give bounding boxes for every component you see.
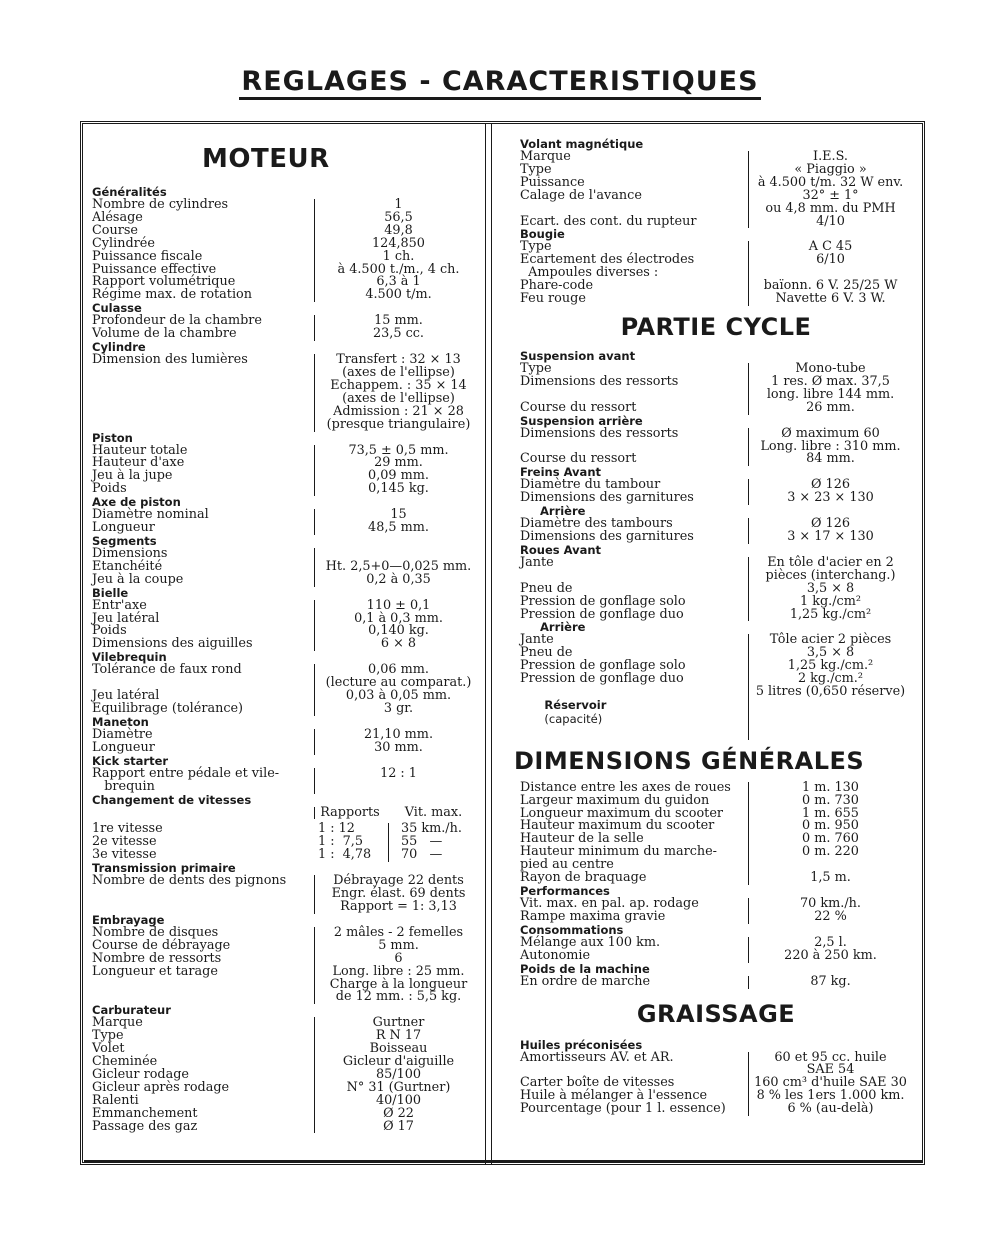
spec-value: 124,850 [314, 238, 482, 251]
vitesse-rapport: 1 : 7,5 [314, 836, 389, 849]
moteur-groups [92, 186, 482, 794]
spec-row [92, 1118, 482, 1134]
spec-value: Gicleur d'aiguille [314, 1056, 482, 1069]
spec-value: A C 45 [748, 241, 912, 254]
spec-value: 2 mâles - 2 femelles [314, 927, 482, 940]
spec-value: « Piaggio » [748, 164, 912, 177]
spec-label: Cheminée [92, 1054, 158, 1070]
vitesse-label: 2e vitesse [92, 834, 157, 850]
dimensions-groups [520, 885, 912, 989]
spec-label: Course du ressort [520, 399, 637, 415]
spec-value: 12 : 1 [314, 768, 482, 794]
spec-value: 84 mm. [748, 453, 912, 466]
spec-value: 3,5 × 8 [748, 583, 912, 596]
spec-label: Longueur [92, 520, 155, 536]
moteur-groups-2 [92, 862, 482, 1133]
spec-label: Emmanchement [92, 1105, 198, 1121]
spec-value: 0,145 kg. [314, 483, 482, 496]
spec-value: Ht. 2,5+0—0,025 mm. [314, 561, 482, 574]
spec-label: Gicleur après rodage [92, 1079, 230, 1095]
spec-value: 0,03 à 0,05 mm. [314, 690, 482, 703]
group-head: Cylindre [92, 340, 146, 355]
dimensions-rows [520, 779, 912, 886]
vitesse-label: 3e vitesse [92, 847, 157, 863]
vitesse-label: 1re vitesse [92, 821, 163, 837]
spec-value: 60 et 95 cc. huile SAE 54 [748, 1052, 912, 1078]
spec-value: Ø 17 [314, 1121, 482, 1134]
spec-row [92, 703, 482, 716]
group-head: Transmission primaire [92, 861, 236, 876]
spec-row [92, 739, 482, 755]
spec-value: 3 × 17 × 130 [748, 531, 912, 544]
spec-label: Pression de gonflage duo [520, 671, 684, 687]
vitesse-vitmax: 70 — [401, 847, 443, 863]
spec-value: 26 mm. [748, 402, 912, 415]
group-head: Culasse [92, 301, 142, 316]
spec-label: Hauteur d'axe [92, 455, 185, 471]
group-head: Huiles préconisées [520, 1037, 643, 1052]
spec-label: Jeu latéral [92, 688, 160, 704]
section-title-graissage: GRAISSAGE [636, 999, 796, 1028]
spec-value: 4.500 t/m. [314, 289, 482, 302]
group-head: Roues Avant [520, 542, 602, 557]
spec-label: Calage de l'avance [520, 187, 642, 203]
spec-label: Diamètre [92, 726, 153, 742]
vitesse-vitmax: 35 km./h. [401, 821, 462, 837]
spec-value: 0,140 kg. [314, 625, 482, 638]
group-head: Piston [92, 430, 133, 445]
spec-label: Dimensions des aiguilles [92, 636, 253, 652]
spec-value: 2,5 l. [748, 937, 912, 950]
spec-label: Jeu à la jupe [92, 468, 173, 484]
section-title-dimensions: DIMENSIONS GÉNÉRALES [514, 746, 865, 775]
group-head: Généralités [92, 185, 167, 199]
spec-label: Distance entre les axes de roues [520, 779, 731, 795]
spec-label: Longueur maximum du scooter [520, 805, 724, 821]
spec-label: Ralenti [92, 1092, 139, 1108]
spec-value: 1,5 m. [748, 872, 912, 885]
vitesse-vitmax: 55 — [401, 834, 443, 850]
spec-value: Gurtner [314, 1017, 482, 1030]
group-head: Consommations [520, 922, 624, 937]
spec-row [520, 187, 912, 216]
spec-value: baïonn. 6 V. 25/25 W [748, 280, 912, 293]
spec-label: Cylindrée [92, 235, 155, 251]
spec-label: Pneu de [520, 580, 573, 596]
spec-row [520, 973, 912, 989]
spec-label: Dimensions des garnitures [520, 529, 694, 545]
graissage-groups [520, 1039, 912, 1117]
group-head: Suspension avant [520, 348, 636, 363]
spec-value: 1 m. 655 [748, 808, 912, 821]
spec-label: Régime max. de rotation [92, 287, 252, 303]
spec-value: 5 litres (0,650 réserve) [748, 686, 912, 740]
spec-value: 6 % (au-delà) [748, 1103, 912, 1116]
spec-value: 21,10 mm. [314, 729, 482, 742]
spec-label: Diamètre du tambour [520, 477, 661, 493]
spec-label: Marque [520, 149, 571, 164]
spec-label: Nombre de dents des pignons [92, 873, 287, 889]
spec-value: 1 kg./cm² [748, 596, 912, 609]
spec-label: Profondeur de la chambre [92, 313, 262, 329]
group-head: Bielle [92, 585, 129, 600]
spec-label: Hauteur totale [92, 442, 188, 458]
spec-label: Carter boîte de vitesses [520, 1075, 675, 1091]
spec-value: Mono-tube [748, 363, 912, 376]
spec-value: 1 ch. [314, 251, 482, 264]
spec-value: 160 cm³ d'huile SAE 30 [748, 1077, 912, 1090]
spec-value: 0 m. 760 [748, 833, 912, 846]
spec-value: 6/10 [748, 254, 912, 267]
page-title-text: REGLAGES - CARACTERISTIQUES [239, 66, 760, 100]
group-head: Carburateur [92, 1003, 171, 1018]
spec-value: 15 [314, 509, 482, 522]
spec-value: 0,06 mm. (lecture au comparat.) [314, 664, 482, 690]
spec-value: Ø maximum 60 Long. libre : 310 mm. [748, 428, 912, 454]
spec-value: 56,5 [314, 212, 482, 225]
spec-value: 0 m. 730 [748, 795, 912, 808]
vitesse-rapport: 1 : 4,78 [314, 849, 389, 862]
spec-value: 15 mm. [314, 315, 482, 328]
left-column [92, 140, 482, 1133]
vitesse-values [314, 849, 482, 862]
spec-value: 0,1 à 0,3 mm. [314, 613, 482, 626]
spec-row [92, 328, 482, 341]
spec-row [520, 947, 912, 963]
spec-value: 0 m. 220 [748, 846, 912, 872]
spec-value: Ø 126 [748, 518, 912, 531]
spec-label: Diamètre nominal [92, 507, 209, 523]
group-head: Embrayage [92, 912, 165, 927]
spec-label: Volume de la chambre [92, 326, 237, 342]
spec-row [92, 1017, 482, 1030]
spec-label: Puissance fiscale [92, 248, 203, 264]
group-head: Suspension arrière [520, 413, 643, 428]
vitesses-col-rapports: Rapports [320, 804, 380, 820]
spec-label: Puissance [520, 174, 585, 190]
spec-value: Boisseau [314, 1043, 482, 1056]
spec-label: Entr'axe [92, 597, 147, 613]
spec-value: 3 gr. [314, 703, 482, 716]
column-separator [485, 124, 492, 1164]
spec-value: 6,3 à 1 [314, 276, 482, 289]
spec-label: Ecart. des cont. du rupteur [520, 213, 697, 229]
spec-value: 48,5 mm. [314, 522, 482, 535]
spec-value: N° 31 (Gurtner) [314, 1082, 482, 1095]
spec-value: 1 [314, 199, 482, 212]
spec-row [92, 664, 482, 690]
spec-label: Huile à mélanger à l'essence [520, 1088, 708, 1104]
spec-row [520, 531, 912, 544]
spec-row [92, 199, 482, 212]
spec-value: 22 % [748, 911, 912, 924]
spec-label: Rapport volumétrique [92, 274, 236, 290]
spec-value: 0,09 mm. [314, 470, 482, 483]
spec-value: Débrayage 22 dents Engr. élast. 69 dents Rapport = 1: 3,13 [314, 875, 482, 914]
spec-label: Autonomie [520, 947, 591, 963]
group-head: Freins Avant [520, 465, 601, 480]
spec-label: Poids [92, 623, 127, 639]
spec-label: Ampoules diverses : [520, 265, 659, 281]
spec-value: 1,25 kg./cm.² [748, 660, 912, 673]
spec-value: 6 [314, 953, 482, 966]
spec-label: Poids [92, 481, 127, 497]
spec-label: Longueur [92, 739, 155, 755]
spec-label: Course du ressort [520, 451, 637, 467]
spec-label: Dimensions des ressorts [520, 425, 679, 441]
section-title-partie-cycle: PARTIE CYCLE [620, 312, 812, 341]
spec-label: Dimension des lumières [92, 352, 248, 368]
spec-value: 85/100 [314, 1069, 482, 1082]
spec-label: Dimensions des ressorts [520, 373, 679, 389]
spec-label: Dimensions [92, 545, 168, 561]
spec-label: Amortisseurs AV. et AR. [520, 1049, 674, 1065]
spec-label: Volet [92, 1041, 125, 1057]
spec-label: Rapport entre pédale et vile- brequin [92, 765, 280, 794]
partie-cycle-groups [520, 350, 912, 686]
spec-label: Jante [520, 632, 554, 648]
spec-label: Phare-code [520, 278, 594, 294]
spec-label: Hauteur de la selle [520, 831, 644, 847]
spec-label: Largeur maximum du guidon [520, 792, 710, 808]
spec-label: Type [520, 360, 552, 376]
spec-label: Type [520, 161, 552, 177]
group-head: Volant magnétique [520, 137, 644, 151]
group-head: Vilebrequin [92, 650, 167, 665]
bottom-rule [84, 1160, 922, 1162]
reservoir-sub: (capacité) [544, 711, 603, 726]
spec-label: Tolérance de faux rond [92, 662, 242, 678]
spec-row [520, 846, 912, 872]
group-head: Arrière [540, 620, 586, 635]
spec-label: Alésage [92, 209, 143, 225]
group-head: Arrière [540, 504, 586, 519]
spec-label [520, 686, 748, 740]
spec-value: 23,5 cc. [314, 328, 482, 341]
spec-label: Vit. max. en pal. ap. rodage [520, 895, 699, 911]
spec-value: I.E.S. [748, 151, 912, 164]
spec-row [92, 209, 482, 225]
group-head: Axe de piston [92, 495, 181, 510]
spec-value: 8 % les 1ers 1.000 km. [748, 1090, 912, 1103]
spec-value: 6 × 8 [314, 638, 482, 651]
group-head: Segments [92, 533, 157, 548]
vitesses-col-vitmax: Vit. max. [404, 804, 463, 820]
page-title [0, 66, 1000, 97]
spec-row [92, 571, 482, 587]
spec-row [92, 765, 482, 794]
spec-value: Transfert : 32 × 13 (axes de l'ellipse) Echappem. : 35 × 14 (axes de l'ellipse) Admission : 21 × 28 (presque triangulaire) [314, 354, 482, 431]
group-head: Maneton [92, 714, 149, 729]
vitesses-rows [92, 823, 482, 862]
spec-value: Long. libre : 25 mm. Charge à la longueur de 12 mm. : 5,5 kg. [314, 966, 482, 1005]
vitesses-header-row [92, 804, 482, 820]
spec-value: Tôle acier 2 pièces [748, 634, 912, 647]
spec-value: 220 à 250 km. [748, 950, 912, 963]
spec-label [92, 807, 314, 820]
spec-value: 110 ± 0,1 [314, 600, 482, 613]
spec-label: Rampe maxima gravie [520, 908, 666, 924]
spec-value: 3 × 23 × 130 [748, 492, 912, 505]
spec-value: R N 17 [314, 1030, 482, 1043]
spec-label: Hauteur maximum du scooter [520, 818, 715, 834]
spec-label: Jante [520, 554, 554, 570]
spec-row [520, 293, 912, 306]
spec-row [92, 354, 482, 431]
spec-value: 0 m. 950 [748, 820, 912, 833]
spec-value: 49,8 [314, 225, 482, 238]
spec-row [520, 425, 912, 454]
spec-value: 30 mm. [314, 742, 482, 755]
spec-value: à 4.500 t/m. 32 W env. [748, 177, 912, 190]
group-head: Poids de la machine [520, 961, 650, 976]
spec-label: Type [520, 239, 552, 255]
spec-value: 29 mm. [314, 457, 482, 470]
spec-label: Rayon de braquage [520, 870, 647, 886]
spec-row [92, 1079, 482, 1095]
spec-value: 1 res. Ø max. 37,5 long. libre 144 mm. [748, 376, 912, 402]
spec-value: à 4.500 t./m., 4 ch. [314, 264, 482, 277]
spec-value: 1,25 kg./cm² [748, 609, 912, 622]
spec-label: Puissance effective [92, 261, 217, 277]
spec-row [92, 522, 482, 535]
spec-value: 1 m. 130 [748, 782, 912, 795]
spec-row [520, 908, 912, 924]
spec-label: Diamètre des tambours [520, 516, 673, 532]
spec-label: Jeu à la coupe [92, 571, 184, 587]
spec-row [92, 963, 482, 1005]
spec-row [92, 289, 482, 302]
spec-row-reservoir [520, 686, 912, 740]
spec-value: 70 km./h. [748, 898, 912, 911]
spec-row [520, 213, 912, 229]
spec-value: En tôle d'acier en 2 pièces (interchang.) [748, 557, 912, 583]
spec-label: Ecartement des électrodes [520, 252, 695, 268]
spec-label: Nombre de ressorts [92, 950, 222, 966]
spec-row [520, 554, 912, 583]
spec-label: Passage des gaz [92, 1118, 198, 1134]
spec-label: Pression de gonflage duo [520, 606, 684, 622]
spec-value: Navette 6 V. 3 W. [748, 293, 912, 306]
moteur-right-groups [520, 138, 912, 306]
spec-label: Etanchéité [92, 558, 163, 574]
spec-label: Pression de gonflage solo [520, 658, 686, 674]
spec-row [520, 399, 912, 415]
spec-label: Equilibrage (tolérance) [92, 701, 244, 716]
spec-label: Pourcentage (pour 1 l. essence) [520, 1101, 726, 1117]
spec-value: 0,2 à 0,35 [314, 574, 482, 587]
spec-value: 73,5 ± 0,5 mm. [314, 445, 482, 458]
spec-label: Course de débrayage [92, 937, 231, 953]
vitesses-header [314, 804, 482, 820]
right-column [514, 137, 912, 1117]
spec-row [520, 373, 912, 402]
spec-label: Hauteur minimum du marche- pied au centre [520, 844, 718, 873]
spec-label: Course [92, 222, 138, 238]
spec-value: 3,5 × 8 [748, 647, 912, 660]
spec-value: 4/10 [748, 216, 912, 229]
spec-row [92, 875, 482, 914]
spec-value: 5 mm. [314, 940, 482, 953]
spec-value: Ø 126 [748, 479, 912, 492]
spec-label: Longueur et tarage [92, 963, 218, 979]
spec-label: Pression de gonflage solo [520, 593, 686, 609]
spec-row [520, 1103, 912, 1116]
spec-value: 40/100 [314, 1095, 482, 1108]
spec-label: Gicleur rodage [92, 1066, 189, 1082]
group-head: Bougie [520, 227, 565, 242]
vitesse-rapport: 1 : 12 [314, 823, 389, 836]
spec-value: 2 kg./cm.² [748, 673, 912, 686]
spec-label: Nombre de disques [92, 924, 219, 940]
spec-value: 32° ± 1° ou 4,8 mm. du PMH [748, 190, 912, 216]
spec-label: Jeu latéral [92, 610, 160, 626]
spec-value: Ø 22 [314, 1108, 482, 1121]
spec-value: 87 kg. [748, 976, 912, 989]
spec-label: Pneu de [520, 645, 573, 661]
spec-label: En ordre de marche [520, 973, 651, 989]
spec-row [520, 1049, 912, 1078]
spec-label: Type [92, 1028, 124, 1044]
spec-label: Dimensions des garnitures [520, 490, 694, 506]
section-title-moteur: MOTEUR [202, 144, 330, 174]
spec-label: Marque [92, 1015, 143, 1031]
reservoir-head: Réservoir [544, 698, 607, 712]
group-head: Performances [520, 883, 610, 898]
group-head-vitesses: Changement de vitesses [92, 792, 252, 807]
spec-label: Nombre de cylindres [92, 197, 229, 212]
spec-label: Feu rouge [520, 291, 586, 307]
group-head: Kick starter [92, 753, 169, 768]
spec-label: Mélange aux 100 km. [520, 934, 661, 950]
